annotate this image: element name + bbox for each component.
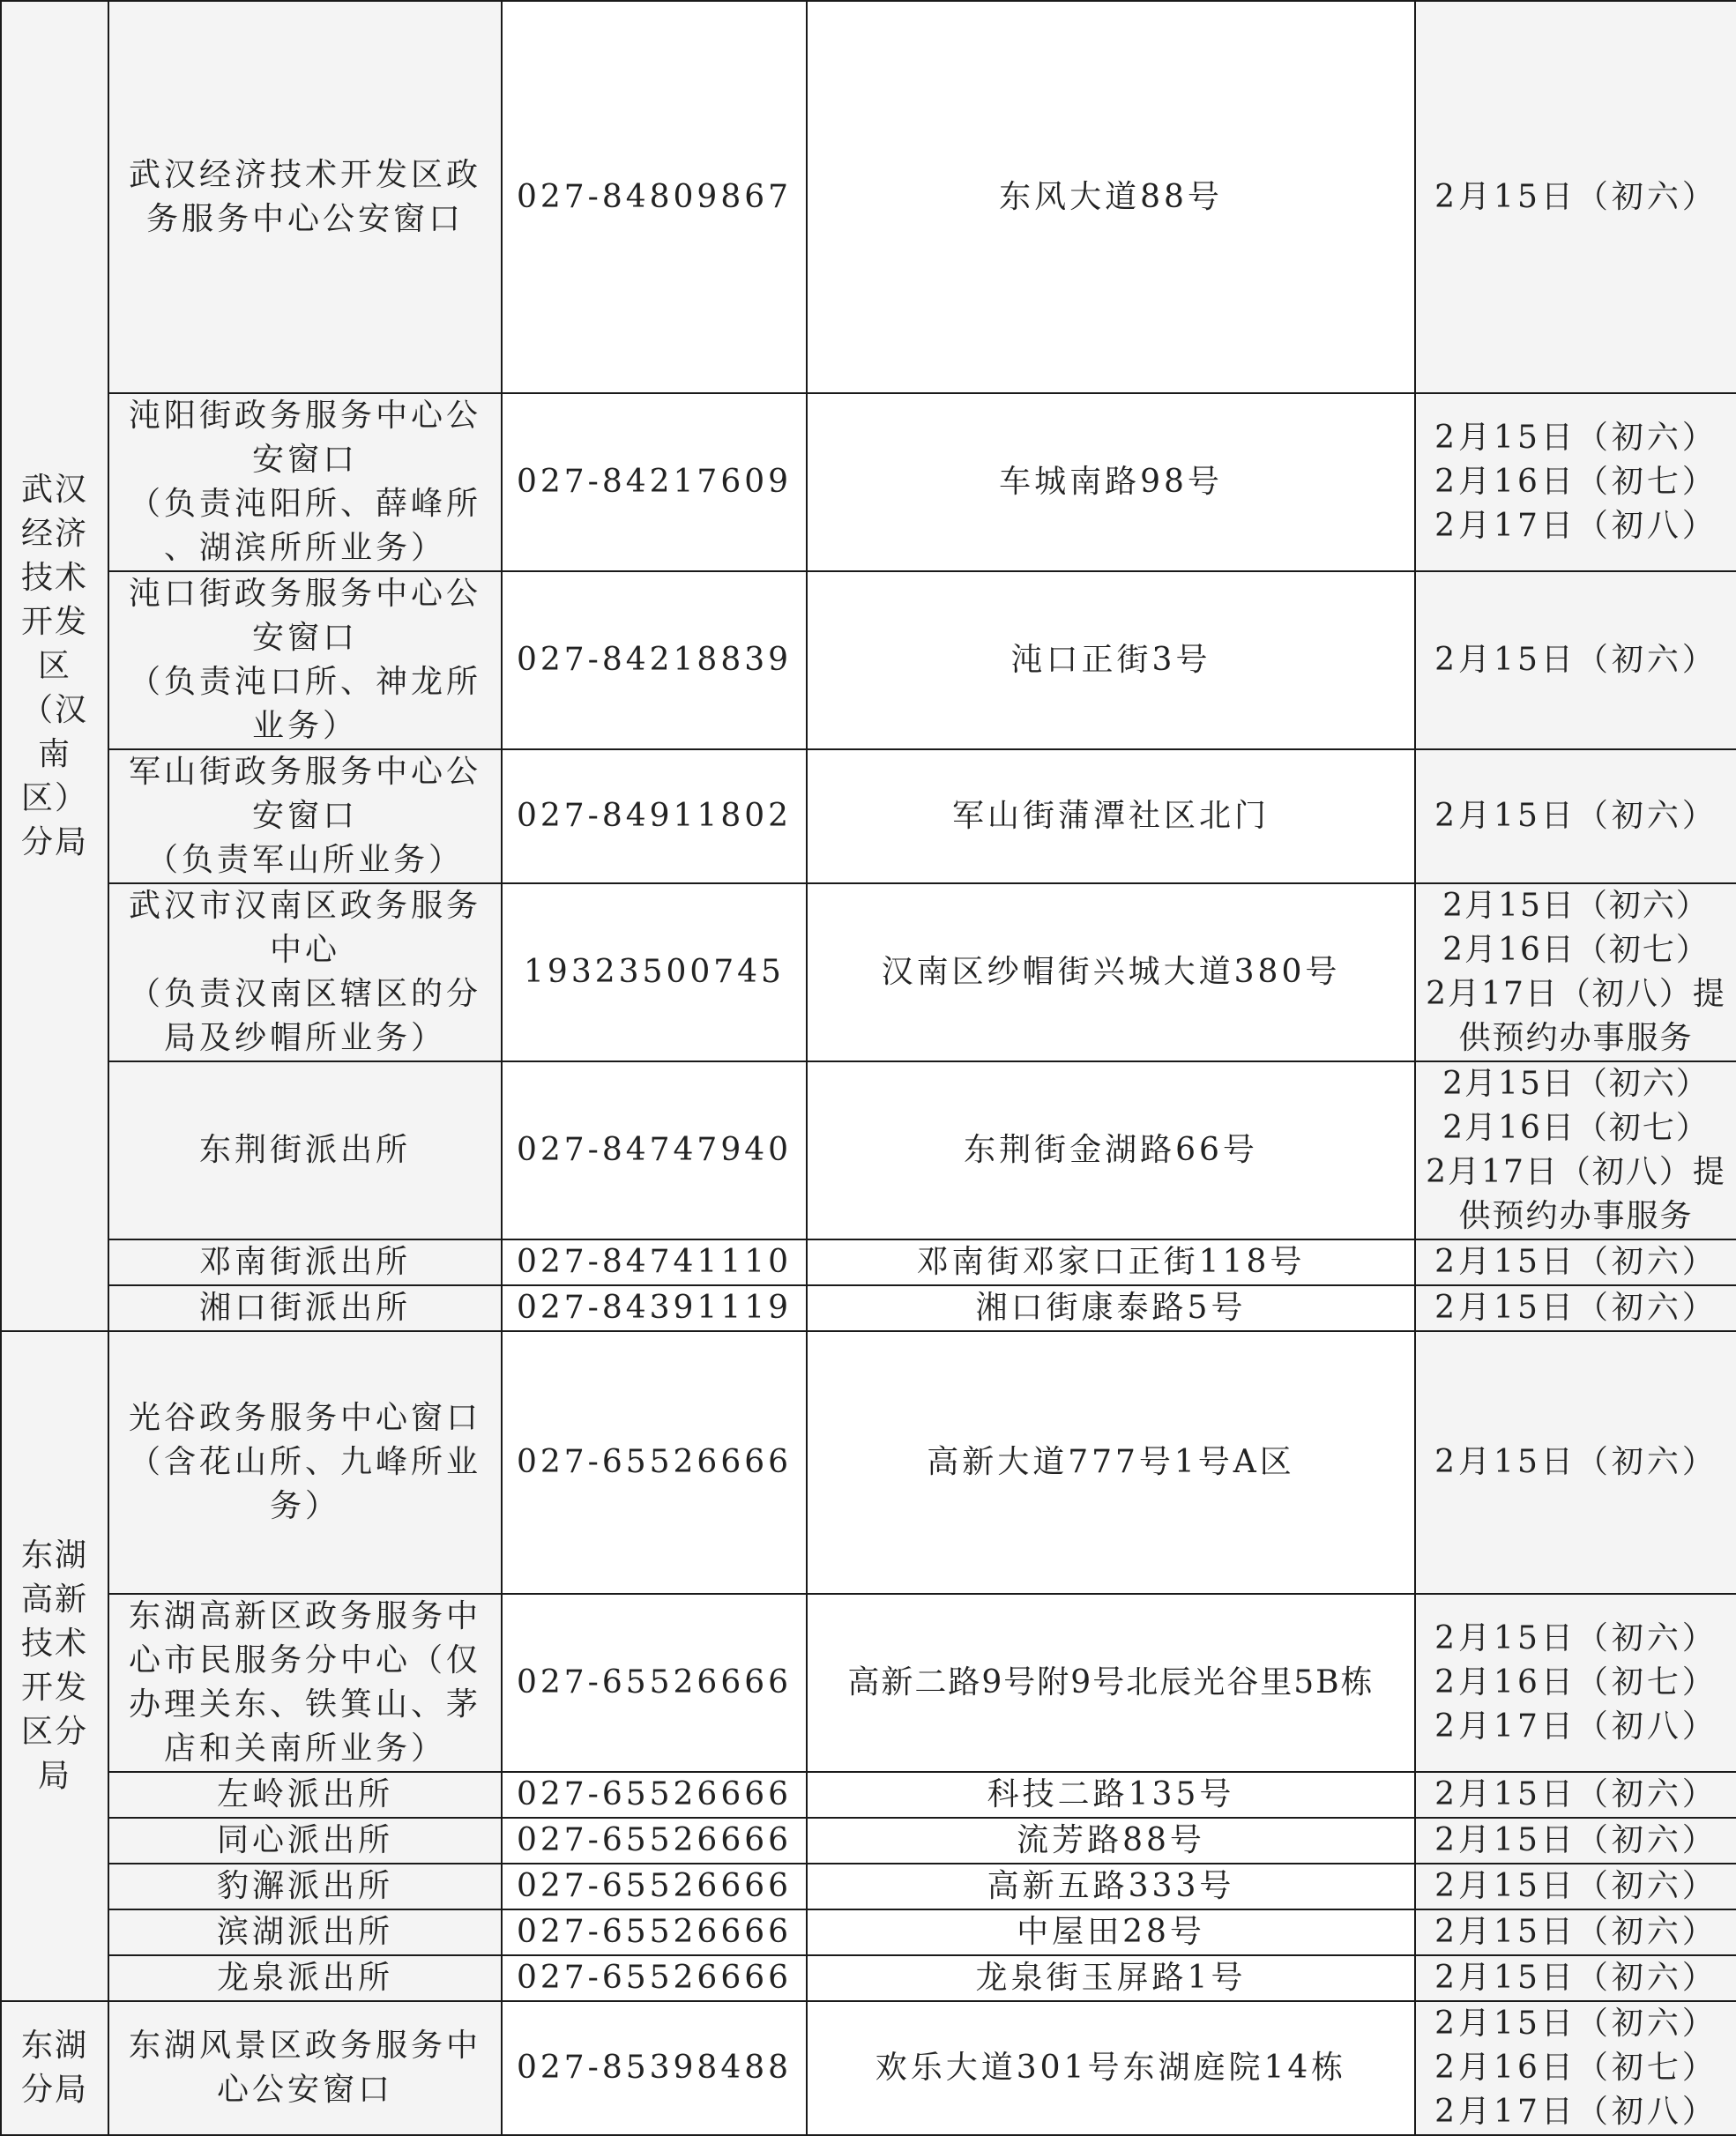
- office-name-cell: 滨湖派出所: [108, 1909, 502, 1955]
- phone-cell: 027-65526666: [502, 1909, 807, 1955]
- dates-cell: 2月15日（初六）: [1415, 1285, 1736, 1331]
- address-cell: 邓南街邓家口正街118号: [807, 1239, 1415, 1285]
- office-name-cell: 左岭派出所: [108, 1772, 502, 1818]
- address-cell: 高新五路333号: [807, 1864, 1415, 1909]
- address-cell: 高新二路9号附9号北辰光谷里5B栋: [807, 1594, 1415, 1772]
- address-cell: 龙泉街玉屏路1号: [807, 1955, 1415, 2001]
- office-name-cell: 武汉市汉南区政务服务 中心 （负责汉南区辖区的分 局及纱帽所业务）: [108, 883, 502, 1061]
- dates-cell: 2月15日（初六）: [1415, 749, 1736, 883]
- phone-cell: 027-84809867: [502, 1, 807, 393]
- phone-cell: 027-65526666: [502, 1955, 807, 2001]
- phone-cell: 19323500745: [502, 883, 807, 1061]
- phone-cell: 027-84391119: [502, 1285, 807, 1331]
- address-cell: 东荆街金湖路66号: [807, 1061, 1415, 1239]
- phone-cell: 027-85398488: [502, 2001, 807, 2135]
- office-name-cell: 同心派出所: [108, 1818, 502, 1864]
- group-cell: 东湖 高新 技术 开发 区分 局: [1, 1331, 108, 2001]
- dates-cell: 2月15日（初六）: [1415, 1864, 1736, 1909]
- phone-cell: 027-84217609: [502, 393, 807, 571]
- dates-cell: 2月15日（初六） 2月16日（初七） 2月17日（初八）: [1415, 1594, 1736, 1772]
- phone-cell: 027-65526666: [502, 1772, 807, 1818]
- address-cell: 流芳路88号: [807, 1818, 1415, 1864]
- dates-cell: 2月15日（初六） 2月16日（初七） 2月17日（初八）: [1415, 2001, 1736, 2135]
- address-cell: 高新大道777号1号A区: [807, 1331, 1415, 1594]
- office-name-cell: 龙泉派出所: [108, 1955, 502, 2001]
- address-cell: 科技二路135号: [807, 1772, 1415, 1818]
- phone-cell: 027-84218839: [502, 571, 807, 749]
- phone-cell: 027-65526666: [502, 1594, 807, 1772]
- address-cell: 中屋田28号: [807, 1909, 1415, 1955]
- address-cell: 车城南路98号: [807, 393, 1415, 571]
- office-name-cell: 光谷政务服务中心窗口 （含花山所、九峰所业 务）: [108, 1331, 502, 1594]
- office-name-cell: 沌口街政务服务中心公 安窗口 （负责沌口所、神龙所 业务）: [108, 571, 502, 749]
- dates-cell: 2月15日（初六） 2月16日（初七） 2月17日（初八）: [1415, 393, 1736, 571]
- dates-cell: 2月15日（初六）: [1415, 1239, 1736, 1285]
- address-cell: 湘口街康泰路5号: [807, 1285, 1415, 1331]
- dates-cell: 2月15日（初六）: [1415, 1955, 1736, 2001]
- office-name-cell: 东湖高新区政务服务中 心市民服务分中心（仅 办理关东、铁箕山、茅 店和关南所业务）: [108, 1594, 502, 1772]
- dates-cell: 2月15日（初六）: [1415, 1, 1736, 393]
- office-name-cell: 豹澥派出所: [108, 1864, 502, 1909]
- dates-cell: 2月15日（初六）: [1415, 1331, 1736, 1594]
- dates-cell: 2月15日（初六）: [1415, 571, 1736, 749]
- dates-cell: 2月15日（初六）: [1415, 1772, 1736, 1818]
- address-cell: 汉南区纱帽街兴城大道380号: [807, 883, 1415, 1061]
- address-cell: 沌口正街3号: [807, 571, 1415, 749]
- office-name-cell: 邓南街派出所: [108, 1239, 502, 1285]
- phone-cell: 027-84747940: [502, 1061, 807, 1239]
- dates-cell: 2月15日（初六）: [1415, 1909, 1736, 1955]
- office-name-cell: 东荆街派出所: [108, 1061, 502, 1239]
- office-name-cell: 湘口街派出所: [108, 1285, 502, 1331]
- group-cell: 武汉 经济 技术 开发 区 （汉 南 区） 分局: [1, 1, 108, 1331]
- address-cell: 欢乐大道301号东湖庭院14栋: [807, 2001, 1415, 2135]
- address-cell: 东风大道88号: [807, 1, 1415, 393]
- dates-cell: 2月15日（初六）: [1415, 1818, 1736, 1864]
- dates-cell: 2月15日（初六） 2月16日（初七） 2月17日（初八）提 供预约办事服务: [1415, 1061, 1736, 1239]
- phone-cell: 027-65526666: [502, 1331, 807, 1594]
- office-name-cell: 武汉经济技术开发区政 务服务中心公安窗口: [108, 1, 502, 393]
- dates-cell: 2月15日（初六） 2月16日（初七） 2月17日（初八）提 供预约办事服务: [1415, 883, 1736, 1061]
- office-name-cell: 沌阳街政务服务中心公 安窗口 （负责沌阳所、薛峰所 、湖滨所所业务）: [108, 393, 502, 571]
- phone-cell: 027-84741110: [502, 1239, 807, 1285]
- phone-cell: 027-65526666: [502, 1818, 807, 1864]
- phone-cell: 027-84911802: [502, 749, 807, 883]
- group-cell: 东湖 分局: [1, 2001, 108, 2135]
- phone-cell: 027-65526666: [502, 1864, 807, 1909]
- office-name-cell: 军山街政务服务中心公 安窗口 （负责军山所业务）: [108, 749, 502, 883]
- office-name-cell: 东湖风景区政务服务中 心公安窗口: [108, 2001, 502, 2135]
- address-cell: 军山街蒲潭社区北门: [807, 749, 1415, 883]
